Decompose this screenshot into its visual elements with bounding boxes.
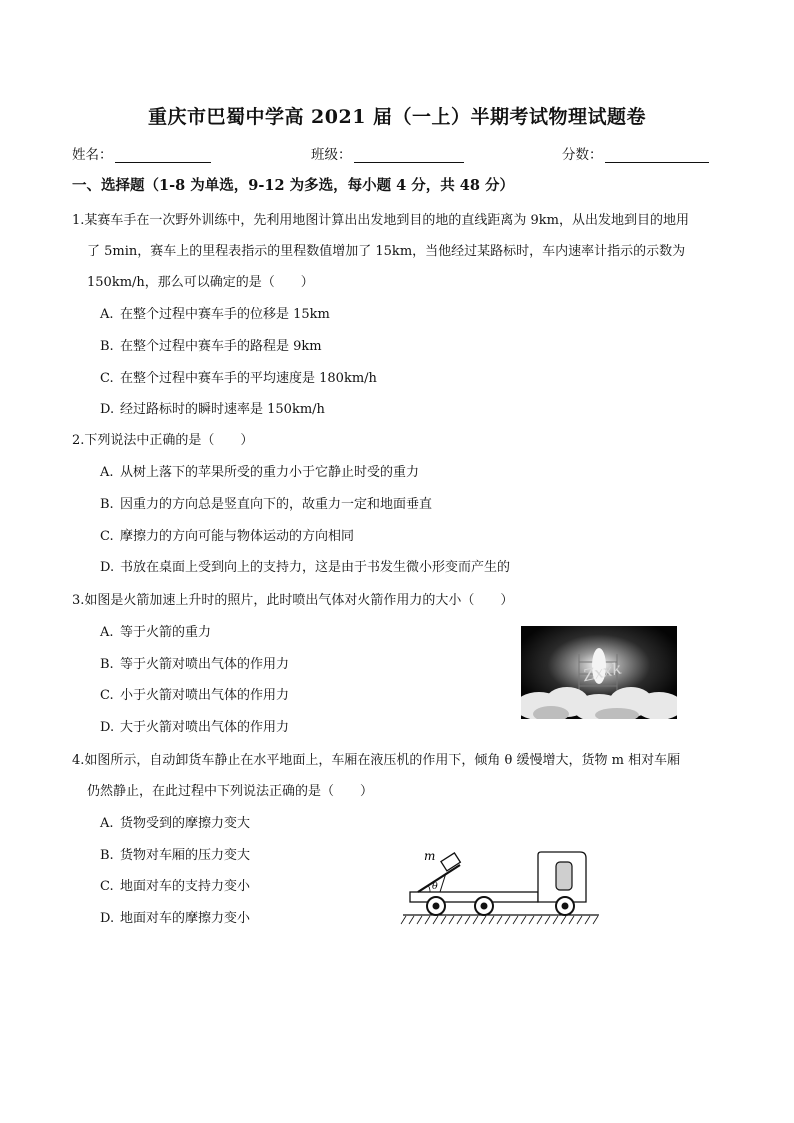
question-3-line-1: 3.如图是火箭加速上升时的照片，此时喷出气体对火箭作用力的大小（ ） [72,593,514,608]
question-2-option-a [100,461,419,480]
option-text: 因重力的方向总是竖直向下的，故重力一定和地面垂直 [120,497,433,512]
option-letter: D. [100,720,115,735]
tilted-bed [418,865,460,892]
score-label: 分数： [562,147,603,163]
option-letter: C. [100,879,114,894]
cab-window [556,862,572,890]
option-text: 地面对车的摩擦力变小 [120,911,251,926]
option-letter: C. [100,688,114,703]
class-blank [354,148,464,163]
option-text: 在整个过程中赛车手的路程是 9km [120,339,322,354]
option-letter: C. [100,529,114,544]
question-4-line-1: 4.如图所示，自动卸货车静止在水平地面上，车厢在液压机的作用下，倾角 θ 缓慢增大，货物 m 相对车厢 [72,753,681,768]
class-field [311,143,464,163]
option-letter: A. [100,816,114,831]
question-4-option-d [100,907,250,926]
wheel-front [427,897,445,915]
question-3-option-c [100,684,289,703]
option-text: 经过路标时的瞬时速率是 150km/h [120,402,325,417]
option-text: 在整个过程中赛车手的平均速度是 180km/h [120,371,377,386]
option-text: 大于火箭对喷出气体的作用力 [120,720,290,735]
option-text: 在整个过程中赛车手的位移是 15km [120,307,330,322]
option-text: 小于火箭对喷出气体的作用力 [120,688,290,703]
question-1-option-b [100,335,322,354]
option-letter: D. [100,560,115,575]
question-4-option-a [100,812,250,831]
dump-truck-figure [400,840,602,930]
option-letter: D. [100,402,115,417]
question-1-line-2: 了 5min，赛车上的里程表指示的里程数值增加了 15km，当他经过某路标时，车内速率计指示的示数为 [87,244,686,259]
option-letter: B. [100,657,114,672]
question-1-option-c [100,367,377,386]
name-field [72,143,211,163]
mass-label: m [424,849,436,863]
option-text: 货物受到的摩擦力变大 [120,816,251,831]
question-1-option-d [100,398,325,417]
question-1-option-a [100,303,330,322]
option-letter: C. [100,371,114,386]
question-1-line-1: 1.某赛车手在一次野外训练中，先利用地图计算出出发地到目的地的直线距离为 9km，从出发地到目的地用 [72,213,690,228]
question-3-option-d [100,716,289,735]
cargo-block [441,853,460,871]
question-4-option-c [100,875,250,894]
score-blank [605,148,709,163]
option-text: 货物对车厢的压力变大 [120,848,251,863]
name-blank [115,148,211,163]
option-text: 书放在桌面上受到向上的支持力，这是由于书发生微小形变而产生的 [120,560,511,575]
score-field [562,143,709,163]
question-1-line-3: 150km/h，那么可以确定的是（ ） [87,275,314,290]
question-4-line-2: 仍然静止，在此过程中下列说法正确的是（ ） [87,784,374,799]
section-heading: 一、选择题（1-8 为单选，9-12 为多选，每小题 4 分，共 48 分） [72,177,515,194]
option-text: 等于火箭的重力 [120,625,212,640]
angle-arc [428,885,430,892]
wheel-rear [556,897,574,915]
watermark-text: Zxxk [581,658,624,686]
option-text: 等于火箭对喷出气体的作用力 [120,657,290,672]
option-letter: D. [100,911,115,926]
question-2-option-c [100,525,354,544]
option-text: 地面对车的支持力变小 [120,879,251,894]
question-3-option-a [100,621,211,640]
question-4-option-b [100,844,250,863]
ground [401,915,599,924]
question-2-option-d [100,556,510,575]
question-3-option-b [100,653,289,672]
option-letter: B. [100,497,114,512]
page-title: 重庆市巴蜀中学高 2021 届（一上）半期考试物理试题卷 [147,106,647,128]
option-letter: B. [100,339,114,354]
option-text: 从树上落下的苹果所受的重力小于它静止时受的重力 [120,465,420,480]
option-letter: B. [100,848,114,863]
option-letter: A. [100,625,114,640]
question-2-line-1: 2.下列说法中正确的是（ ） [72,433,254,448]
option-text: 摩擦力的方向可能与物体运动的方向相同 [120,529,355,544]
option-letter: A. [100,307,114,322]
question-2-option-b [100,493,432,512]
class-label: 班级： [311,147,352,163]
option-letter: A. [100,465,114,480]
angle-label: θ [432,881,438,892]
rocket-launch-photo [521,626,677,719]
wheel-middle [475,897,493,915]
name-label: 姓名： [72,147,113,163]
